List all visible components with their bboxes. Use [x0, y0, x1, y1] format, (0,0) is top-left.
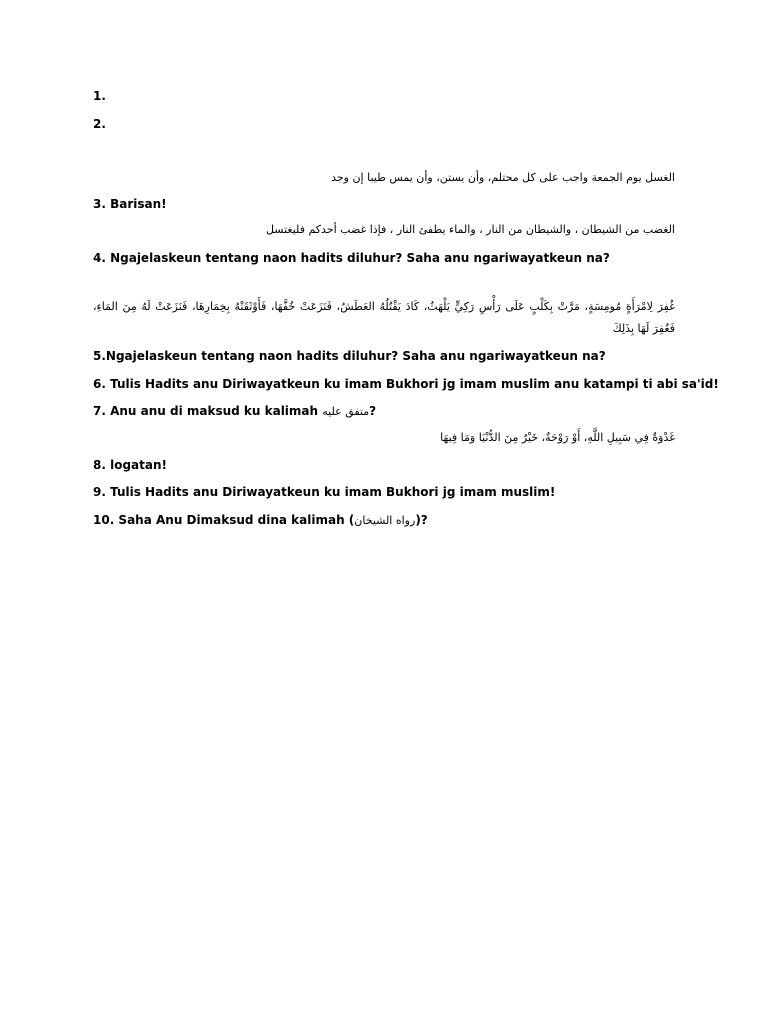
question-6: 6. Tulis Hadits anu Diriwayatkeun ku imam Bukhori jg imam muslim anu katampi ti abi sa'id! — [93, 377, 719, 391]
question-7-end: ? — [369, 404, 377, 418]
question-1: 1. — [93, 89, 106, 103]
question-10 — [93, 512, 428, 529]
question-10-arabic: رواه الشيخان — [354, 514, 416, 527]
question-3: 3. Barisan! — [93, 197, 167, 211]
question-4: 4. Ngajelaskeun tentang naon hadits diluhur? Saha anu ngariwayatkeun na? — [93, 251, 610, 265]
question-7-text: 7. Anu anu di maksud ku kalimah — [93, 404, 323, 418]
hadith-text-4: غَدْوَةٌ فِي سَبِيلِ اللَّهِ، أَوْ رَوْحَةٌ، خَيْرٌ مِنَ الدُّنْيَا وَمَا فِيهَا — [440, 431, 675, 444]
question-5: 5.Ngajelaskeun tentang naon hadits diluhur? Saha anu ngariwayatkeun na? — [93, 349, 606, 363]
hadith-text-3: غُفِرَ لِامْرَأَةٍ مُومِسَةٍ، مَرَّتْ بِكَلْبٍ عَلَى رَأْسِ رَكِيٍّ يَلْهَثُ، كَادَ يَقْتُلُهُ العَطَشُ، فَنَزَعَتْ خُفَّهَا، فَأَوْثَقَتْهُ بِخِمَارِهَا، فَنَزَعَتْ لَهُ مِنَ المَاءِ، فَغُفِرَ لَهَا بِذَلِكَ — [93, 300, 675, 335]
question-7-arabic: متفق عليه — [322, 405, 370, 418]
question-8: 8. logatan! — [93, 458, 167, 472]
question-2: 2. — [93, 117, 106, 131]
question-10-text: 10. Saha Anu Dimaksud dina kalimah ( — [93, 513, 355, 527]
question-7 — [93, 403, 376, 420]
hadith-text-1: الغسل يوم الجمعة واجب على كل محتلم، وأن يستن، وأن يمس طيبا إن وجد — [331, 171, 675, 184]
hadith-text-2: الغضب من الشيطان ، والشيطان من النار ، والماء يطفئ النار ، فإذا غضب أحدكم فليغتسل — [265, 223, 675, 236]
question-10-end: )? — [415, 513, 428, 527]
question-9: 9. Tulis Hadits anu Diriwayatkeun ku imam Bukhori jg imam muslim! — [93, 485, 556, 499]
